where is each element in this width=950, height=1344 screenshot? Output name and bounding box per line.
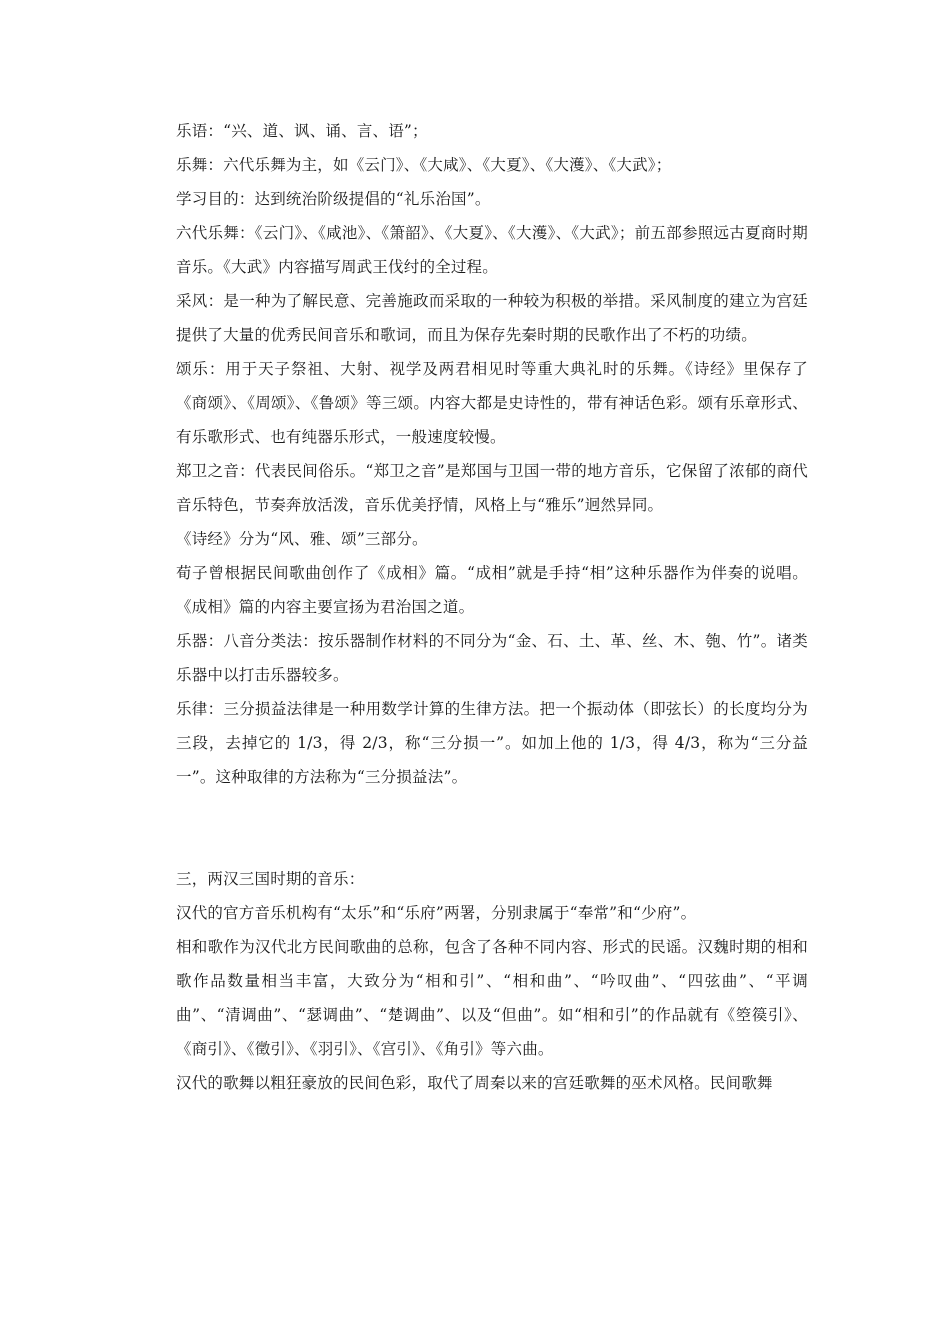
paragraph-caifeng: 采风：是一种为了解民意、完善施政而采取的一种较为积极的举措。采风制度的建立为宫廷提供了大量的优秀民间音乐和歌词，而且为保存先秦时期的民歌作出了不朽的功绩。 (176, 292, 808, 344)
paragraph-instruments: 乐器：八音分类法：按乐器制作材料的不同分为“金、石、土、革、丝、木、匏、竹”。诸类乐器中以打击乐器较多。 (176, 632, 808, 684)
document-body (176, 114, 808, 1100)
section-spacer (176, 794, 808, 862)
paragraph-shijing: 《诗经》分为“风、雅、颂”三部分。 (176, 530, 428, 548)
paragraph-six-dynasty-dances: 六代乐舞：《云门》、《咸池》、《箫韶》、《大夏》、《大濩》、《大武》；前五部参照远古夏商时期音乐。《大武》内容描写周武王伐纣的全过程。 (176, 224, 808, 276)
paragraph-zhengwei: 郑卫之音：代表民间俗乐。“郑卫之音”是郑国与卫国一带的地方音乐，它保留了浓郁的商代音乐特色，节奏奔放活泼，音乐优美抒情，风格上与“雅乐”迥然异同。 (176, 462, 808, 514)
paragraph-han-institutions: 汉代的官方音乐机构有“太乐”和“乐府”两署，分别隶属于“奉常”和“少府”。 (176, 904, 697, 922)
paragraph-xunzi: 荀子曾根据民间歌曲创作了《成相》篇。“成相”就是手持“相”这种乐器作为伴奏的说唱。《成相》篇的内容主要宣扬为君治国之道。 (176, 564, 808, 616)
paragraph-temperament: 乐律：三分损益法律是一种用数学计算的生律方法。把一个振动体（即弦长）的长度均分为三段，去掉它的 1/3，得 2/3，称“三分损一”。如加上他的 1/3，得 4/3，称为“三分益一”。这种取律的方法称为“三分损益法”。 (176, 700, 808, 786)
paragraph-yueyu: 乐语：“兴、道、讽、诵、言、语”； (176, 122, 428, 140)
paragraph-yuewu: 乐舞：六代乐舞为主，如《云门》、《大咸》、《大夏》、《大濩》、《大武》； (176, 156, 672, 174)
paragraph-songyue: 颂乐：用于天子祭祖、大射、视学及两君相见时等重大典礼时的乐舞。《诗经》里保存了《商颂》、《周颂》、《鲁颂》等三颂。内容大都是史诗性的，带有神话色彩。颂有乐章形式、有乐歌形式、也有纯器乐形式，一般速度较慢。 (176, 360, 808, 446)
paragraph-xianghege: 相和歌作为汉代北方民间歌曲的总称，包含了各种不同内容、形式的民谣。汉魏时期的相和歌作品数量相当丰富，大致分为“相和引”、“相和曲”、“吟叹曲”、“四弦曲”、“平调曲”、“清调曲”、“瑟调曲”、“楚调曲”、以及“但曲”。如“相和引”的作品就有《箜篌引》、《商引》、《徵引》、《羽引》、《宫引》、《角引》等六曲。 (176, 938, 808, 1058)
paragraph-han-dance: 汉代的歌舞以粗狂豪放的民间色彩，取代了周秦以来的宫廷歌舞的巫术风格。民间歌舞 (176, 1074, 773, 1092)
section-heading: 三，两汉三国时期的音乐： (176, 870, 365, 888)
paragraph-study-goal: 学习目的：达到统治阶级提倡的“礼乐治国”。 (176, 190, 491, 208)
